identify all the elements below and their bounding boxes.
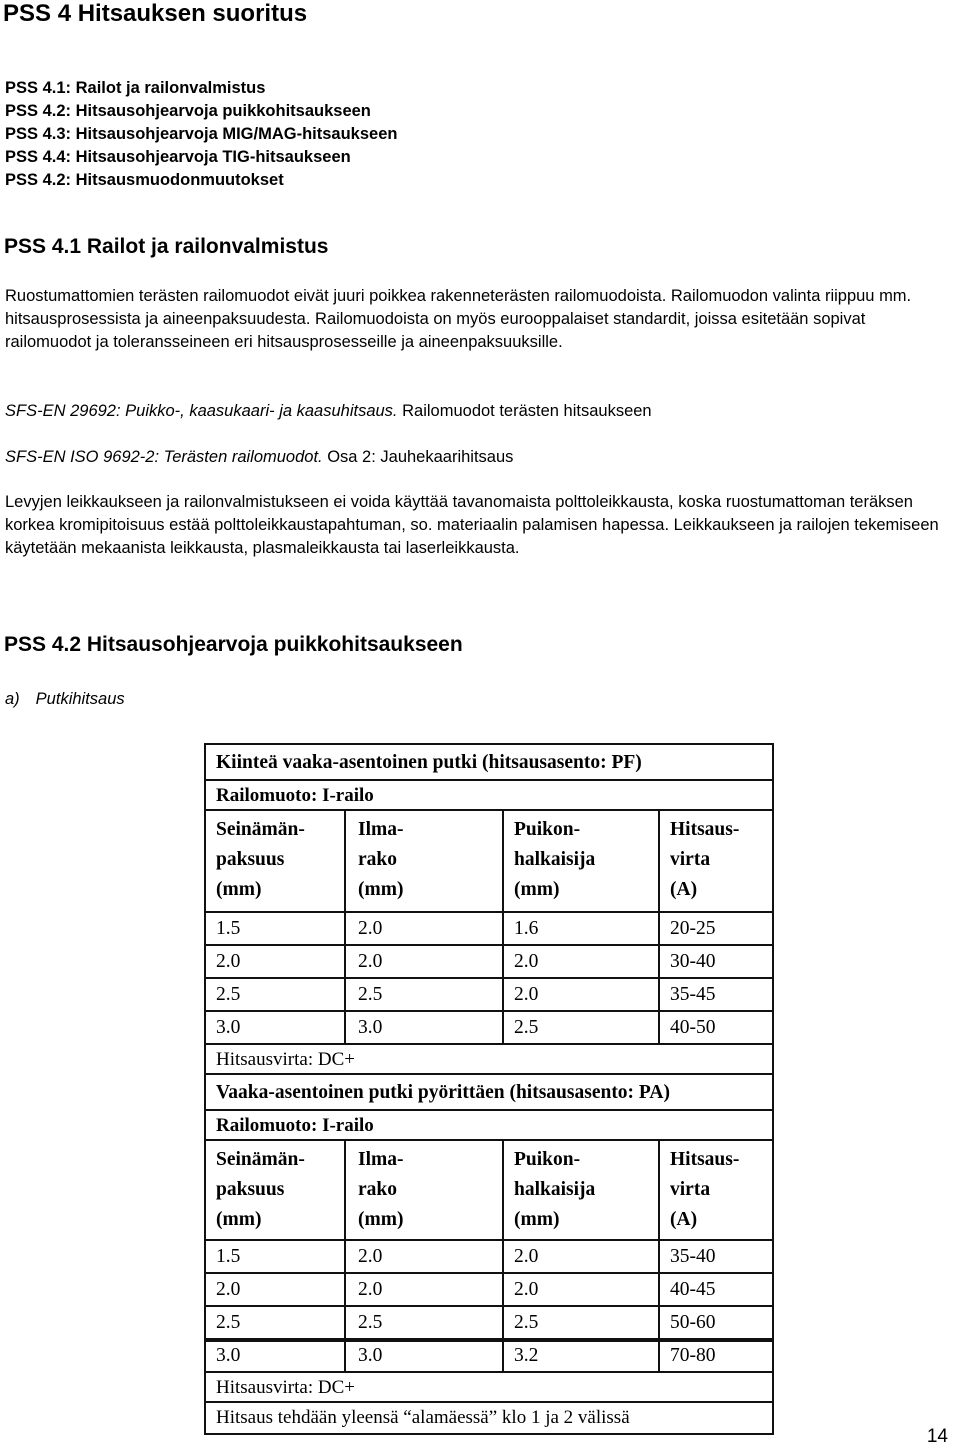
cell: 2.0 xyxy=(514,1279,539,1300)
cell: 3.0 xyxy=(358,1017,383,1038)
standard-line-1 xyxy=(5,400,945,423)
cell: 2.0 xyxy=(216,951,241,972)
toc-item: PSS 4.2: Hitsausmuodonmuutokset xyxy=(5,171,284,189)
cell: 20-25 xyxy=(670,918,716,939)
paragraph-railomuodot: Ruostumattomien terästen railomuodot eivät juuri poikkea rakenneterästen railomuodoista. Railomuodon valinta riippuu mm. hitsausprosessista ja aineenpaksuudesta. Railomuodoista on myös eurooppalaiset standardit, joissa esitetään sopivat railomuodot ja toleransseineen eri hitsausprosesseille ja aineenpaksuuksille. xyxy=(5,287,912,351)
welding-parameter-table xyxy=(204,743,774,1435)
standard-desc: Railomuodot terästen hitsaukseen xyxy=(397,402,652,420)
page-number: 14 xyxy=(926,1426,948,1447)
standard-desc: Osa 2: Jauhekaarihitsaus xyxy=(322,448,514,466)
section-title-4-1: PSS 4.1 Railot ja railonvalmistus xyxy=(4,235,329,258)
header-seinamanpaksuus: Seinämän- paksuus (mm) xyxy=(216,1149,305,1230)
toc-item: PSS 4.1: Railot ja railonvalmistus xyxy=(5,79,266,97)
cell: 3.0 xyxy=(216,1017,241,1038)
header-hitsausvirta: Hitsaus- virta (A) xyxy=(670,1149,740,1230)
cell: 3.0 xyxy=(216,1345,241,1366)
table-row xyxy=(206,1307,772,1340)
header-puikonhalkaisija: Puikon- halkaisija (mm) xyxy=(514,819,596,900)
cell: 30-40 xyxy=(670,951,716,972)
toc-item: PSS 4.4: Hitsausohjearvoja TIG-hitsaukseen xyxy=(5,148,351,166)
page-heading: PSS 4 Hitsauksen suoritus xyxy=(3,0,308,27)
cell: 2.5 xyxy=(514,1017,539,1038)
cell: 2.0 xyxy=(358,918,383,939)
cell: 2.5 xyxy=(514,1312,539,1333)
block2-current: Hitsausvirta: DC+ xyxy=(206,1373,772,1403)
table-row xyxy=(206,1274,772,1307)
table-row xyxy=(206,913,772,946)
table-of-contents xyxy=(5,77,397,192)
cell: 3.2 xyxy=(514,1345,539,1366)
table-row xyxy=(206,1012,772,1045)
cell: 2.5 xyxy=(358,984,383,1005)
toc-item: PSS 4.3: Hitsausohjearvoja MIG/MAG-hitsaukseen xyxy=(5,125,398,143)
cell: 2.0 xyxy=(358,951,383,972)
cell: 2.5 xyxy=(358,1312,383,1333)
table-footer-note: Hitsaus tehdään yleensä “alamäessä” klo 1 ja 2 välissä xyxy=(216,1407,630,1428)
block1-railomuoto: Railomuoto: I-railo xyxy=(206,781,772,811)
cell: 2.0 xyxy=(358,1246,383,1267)
block2-header-row xyxy=(206,1141,772,1241)
header-puikonhalkaisija: Puikon- halkaisija (mm) xyxy=(514,1149,596,1230)
cell: 40-50 xyxy=(670,1017,716,1038)
cell: 2.0 xyxy=(514,984,539,1005)
cell: 2.0 xyxy=(514,1246,539,1267)
standard-line-2 xyxy=(5,446,945,469)
cell: 3.0 xyxy=(358,1345,383,1366)
subitem-label: a) xyxy=(5,690,20,708)
block1-header-row xyxy=(206,811,772,913)
cell: 35-45 xyxy=(670,984,716,1005)
cell: 35-40 xyxy=(670,1246,716,1267)
standard-ref: SFS-EN ISO 9692-2: Terästen railomuodot. xyxy=(5,448,323,466)
table-row xyxy=(206,946,772,979)
toc-item: PSS 4.2: Hitsausohjearvoja puikkohitsaukseen xyxy=(5,102,371,120)
cell: 2.5 xyxy=(216,1312,241,1333)
subitem-text: Putkihitsaus xyxy=(35,690,125,708)
cell: 1.6 xyxy=(514,918,539,939)
cell: 40-45 xyxy=(670,1279,716,1300)
header-hitsausvirta: Hitsaus- virta (A) xyxy=(670,819,740,900)
cell: 2.0 xyxy=(514,951,539,972)
block2-title: Vaaka-asentoinen putki pyörittäen (hitsausasento: PA) xyxy=(206,1075,772,1111)
cell: 50-60 xyxy=(670,1312,716,1333)
header-seinamanpaksuus: Seinämän- paksuus (mm) xyxy=(216,819,305,900)
block2-railomuoto: Railomuoto: I-railo xyxy=(206,1111,772,1141)
cell: 1.5 xyxy=(216,1246,241,1267)
cell: 1.5 xyxy=(216,918,241,939)
block1-title: Kiinteä vaaka-asentoinen putki (hitsausasento: PF) xyxy=(206,745,772,781)
subitem-putkihitsaus xyxy=(5,688,945,711)
cell: 2.0 xyxy=(216,1279,241,1300)
table-row xyxy=(206,979,772,1012)
table-row xyxy=(206,1241,772,1274)
cell: 2.5 xyxy=(216,984,241,1005)
section-title-4-2: PSS 4.2 Hitsausohjearvoja puikkohitsaukseen xyxy=(4,633,463,656)
header-ilmarako: Ilma- rako (mm) xyxy=(358,1149,404,1230)
cell: 70-80 xyxy=(670,1345,716,1366)
block1-current: Hitsausvirta: DC+ xyxy=(206,1045,772,1075)
standard-ref: SFS-EN 29692: Puikko-, kaasukaari- ja kaasuhitsaus. xyxy=(5,402,398,420)
table-row xyxy=(206,1340,772,1373)
paragraph-leikkaus: Levyjen leikkaukseen ja railonvalmistukseen ei voida käyttää tavanomaista polttoleikkausta, koska ruostumattoman teräksen korkea kromipitoisuus estää polttoleikkaustapahtuman, so. materiaalin palamisen hapessa. Leikkaukseen ja railojen tekemiseen käytetään mekaanista leikkausta, plasmaleikkausta tai laserleikkausta. xyxy=(5,493,939,557)
header-ilmarako: Ilma- rako (mm) xyxy=(358,819,404,900)
cell: 2.0 xyxy=(358,1279,383,1300)
